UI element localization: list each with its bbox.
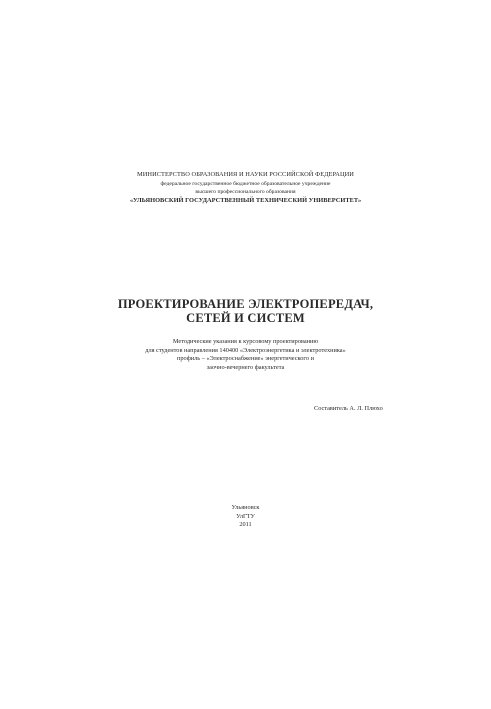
university-name: «УЛЬЯНОВСКИЙ ГОСУДАРСТВЕННЫЙ ТЕХНИЧЕСКИЙ УНИВЕРСИТЕТ» bbox=[129, 196, 362, 204]
subtitle-line-2: для студентов направления 140400 «Электроэнергетика и электротехника» bbox=[145, 346, 346, 354]
title-line-1: ПРОЕКТИРОВАНИЕ ЭЛЕКТРОПЕРЕДАЧ, bbox=[117, 297, 374, 311]
ministry-name: МИНИСТЕРСТВО ОБРАЗОВАНИЯ И НАУКИ РОССИЙСКОЙ ФЕДЕРАЦИИ bbox=[137, 171, 354, 178]
subtitle-line-4: заочно-вечернего факультета bbox=[206, 363, 285, 371]
subtitle-line-3: профиль – «Электроснабжение» энергетического и bbox=[177, 355, 314, 363]
institution-type: федеральное государственное бюджетное образовательное учреждение bbox=[160, 180, 331, 187]
subtitle-line-1: Методические указания к курсовому проектированию bbox=[172, 338, 319, 345]
title-line-2: СЕТЕЙ И СИСТЕМ bbox=[186, 311, 305, 325]
header-block bbox=[0, 171, 491, 205]
imprint-block bbox=[0, 504, 491, 530]
imprint-publisher: УлГТУ bbox=[236, 512, 255, 520]
education-level: высшего профессионального образования bbox=[195, 189, 296, 195]
document-subtitle bbox=[0, 338, 491, 372]
imprint-city: Ульяновск bbox=[231, 504, 260, 511]
author-line: Составитель А. Л. Плюхо bbox=[314, 405, 383, 412]
document-title bbox=[0, 297, 491, 325]
imprint-year: 2011 bbox=[239, 521, 252, 529]
